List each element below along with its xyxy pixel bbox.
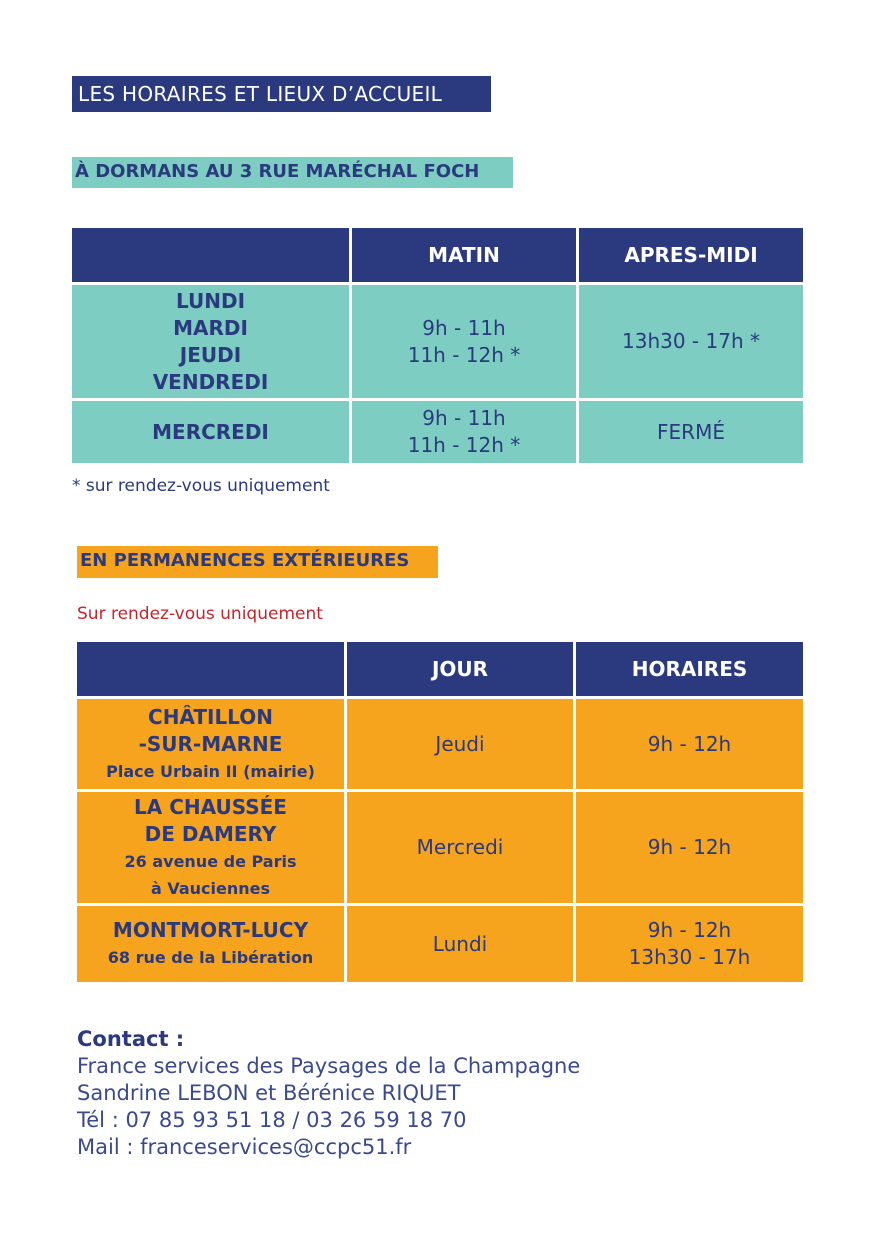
time-slot: 9h - 11h (422, 315, 506, 340)
page-title: LES HORAIRES ET LIEUX D’ACCUEIL (72, 76, 491, 112)
table-header-row (77, 642, 803, 696)
time-slot: 11h - 12h * (407, 433, 521, 457)
hours-cell (576, 906, 803, 982)
location-cell (77, 792, 344, 903)
day-label: MERCREDI (152, 419, 269, 444)
time-slot: 13h30 - 17h (628, 945, 751, 969)
morning-cell (352, 401, 576, 463)
location-name: DE DAMERY (144, 821, 277, 846)
time-slot: 9h - 12h (647, 835, 732, 859)
contact-mail: Mail : franceservices@ccpc51.fr (77, 1135, 412, 1159)
table-row (77, 792, 803, 903)
day-label: JEUDI (179, 342, 242, 367)
day-cell (347, 792, 573, 903)
location-name: MONTMORT-LUCY (112, 918, 309, 942)
table-row (77, 906, 803, 982)
footnote: * sur rendez-vous uniquement (72, 476, 330, 496)
contact-block (77, 1026, 580, 1161)
header-day: JOUR (347, 642, 573, 696)
hours-cell (576, 792, 803, 903)
dormans-schedule-table (69, 225, 806, 466)
header-afternoon: APRES-MIDI (579, 228, 803, 282)
time-slot: 13h30 - 17h * (622, 329, 760, 353)
table-row (77, 699, 803, 789)
time-slot: 11h - 12h * (407, 342, 521, 367)
table-header-row (72, 228, 803, 282)
location-name: -SUR-MARNE (138, 731, 283, 756)
morning-cell (352, 285, 576, 398)
permanences-heading: EN PERMANENCES EXTÉRIEURES (77, 546, 438, 578)
time-slot: 9h - 12h (647, 731, 732, 756)
location-name: LA CHAUSSÉE (134, 794, 287, 819)
days-cell (72, 285, 349, 398)
table-row (72, 285, 803, 398)
permanences-table (74, 639, 806, 985)
day-label: LUNDI (175, 288, 246, 313)
closed-label: FERMÉ (657, 419, 725, 444)
header-morning: MATIN (352, 228, 576, 282)
time-slot: 9h - 12h (647, 918, 732, 942)
contact-people: Sandrine LEBON et Bérénice RIQUET (77, 1081, 461, 1105)
header-empty (72, 228, 349, 282)
location-address: 26 avenue de Paris (124, 851, 297, 871)
contact-phone: Tél : 07 85 93 51 18 / 03 26 59 18 70 (77, 1108, 467, 1132)
location-cell (77, 699, 344, 789)
appointment-note: Sur rendez-vous uniquement (77, 604, 323, 624)
hours-cell (576, 699, 803, 789)
day-label: VENDREDI (152, 369, 269, 394)
table-row (72, 401, 803, 463)
days-cell (72, 401, 349, 463)
dormans-heading: À DORMANS AU 3 RUE MARÉCHAL FOCH (72, 157, 513, 188)
afternoon-cell (579, 401, 803, 463)
location-address: à Vauciennes (150, 878, 271, 898)
afternoon-cell (579, 285, 803, 398)
contact-organization: France services des Paysages de la Champagne (77, 1054, 581, 1078)
location-cell (77, 906, 344, 982)
location-address: Place Urbain II (mairie) (106, 761, 315, 781)
header-empty (77, 642, 344, 696)
header-hours: HORAIRES (576, 642, 803, 696)
day-value: Jeudi (435, 731, 485, 756)
contact-title: Contact : (77, 1027, 185, 1051)
day-value: Lundi (432, 931, 488, 956)
time-slot: 9h - 11h (422, 406, 506, 430)
location-address: 68 rue de la Libération (107, 948, 314, 967)
day-cell (347, 906, 573, 982)
day-value: Mercredi (416, 835, 504, 859)
location-name: CHÂTILLON (148, 704, 273, 729)
day-label: MARDI (173, 315, 248, 340)
day-cell (347, 699, 573, 789)
